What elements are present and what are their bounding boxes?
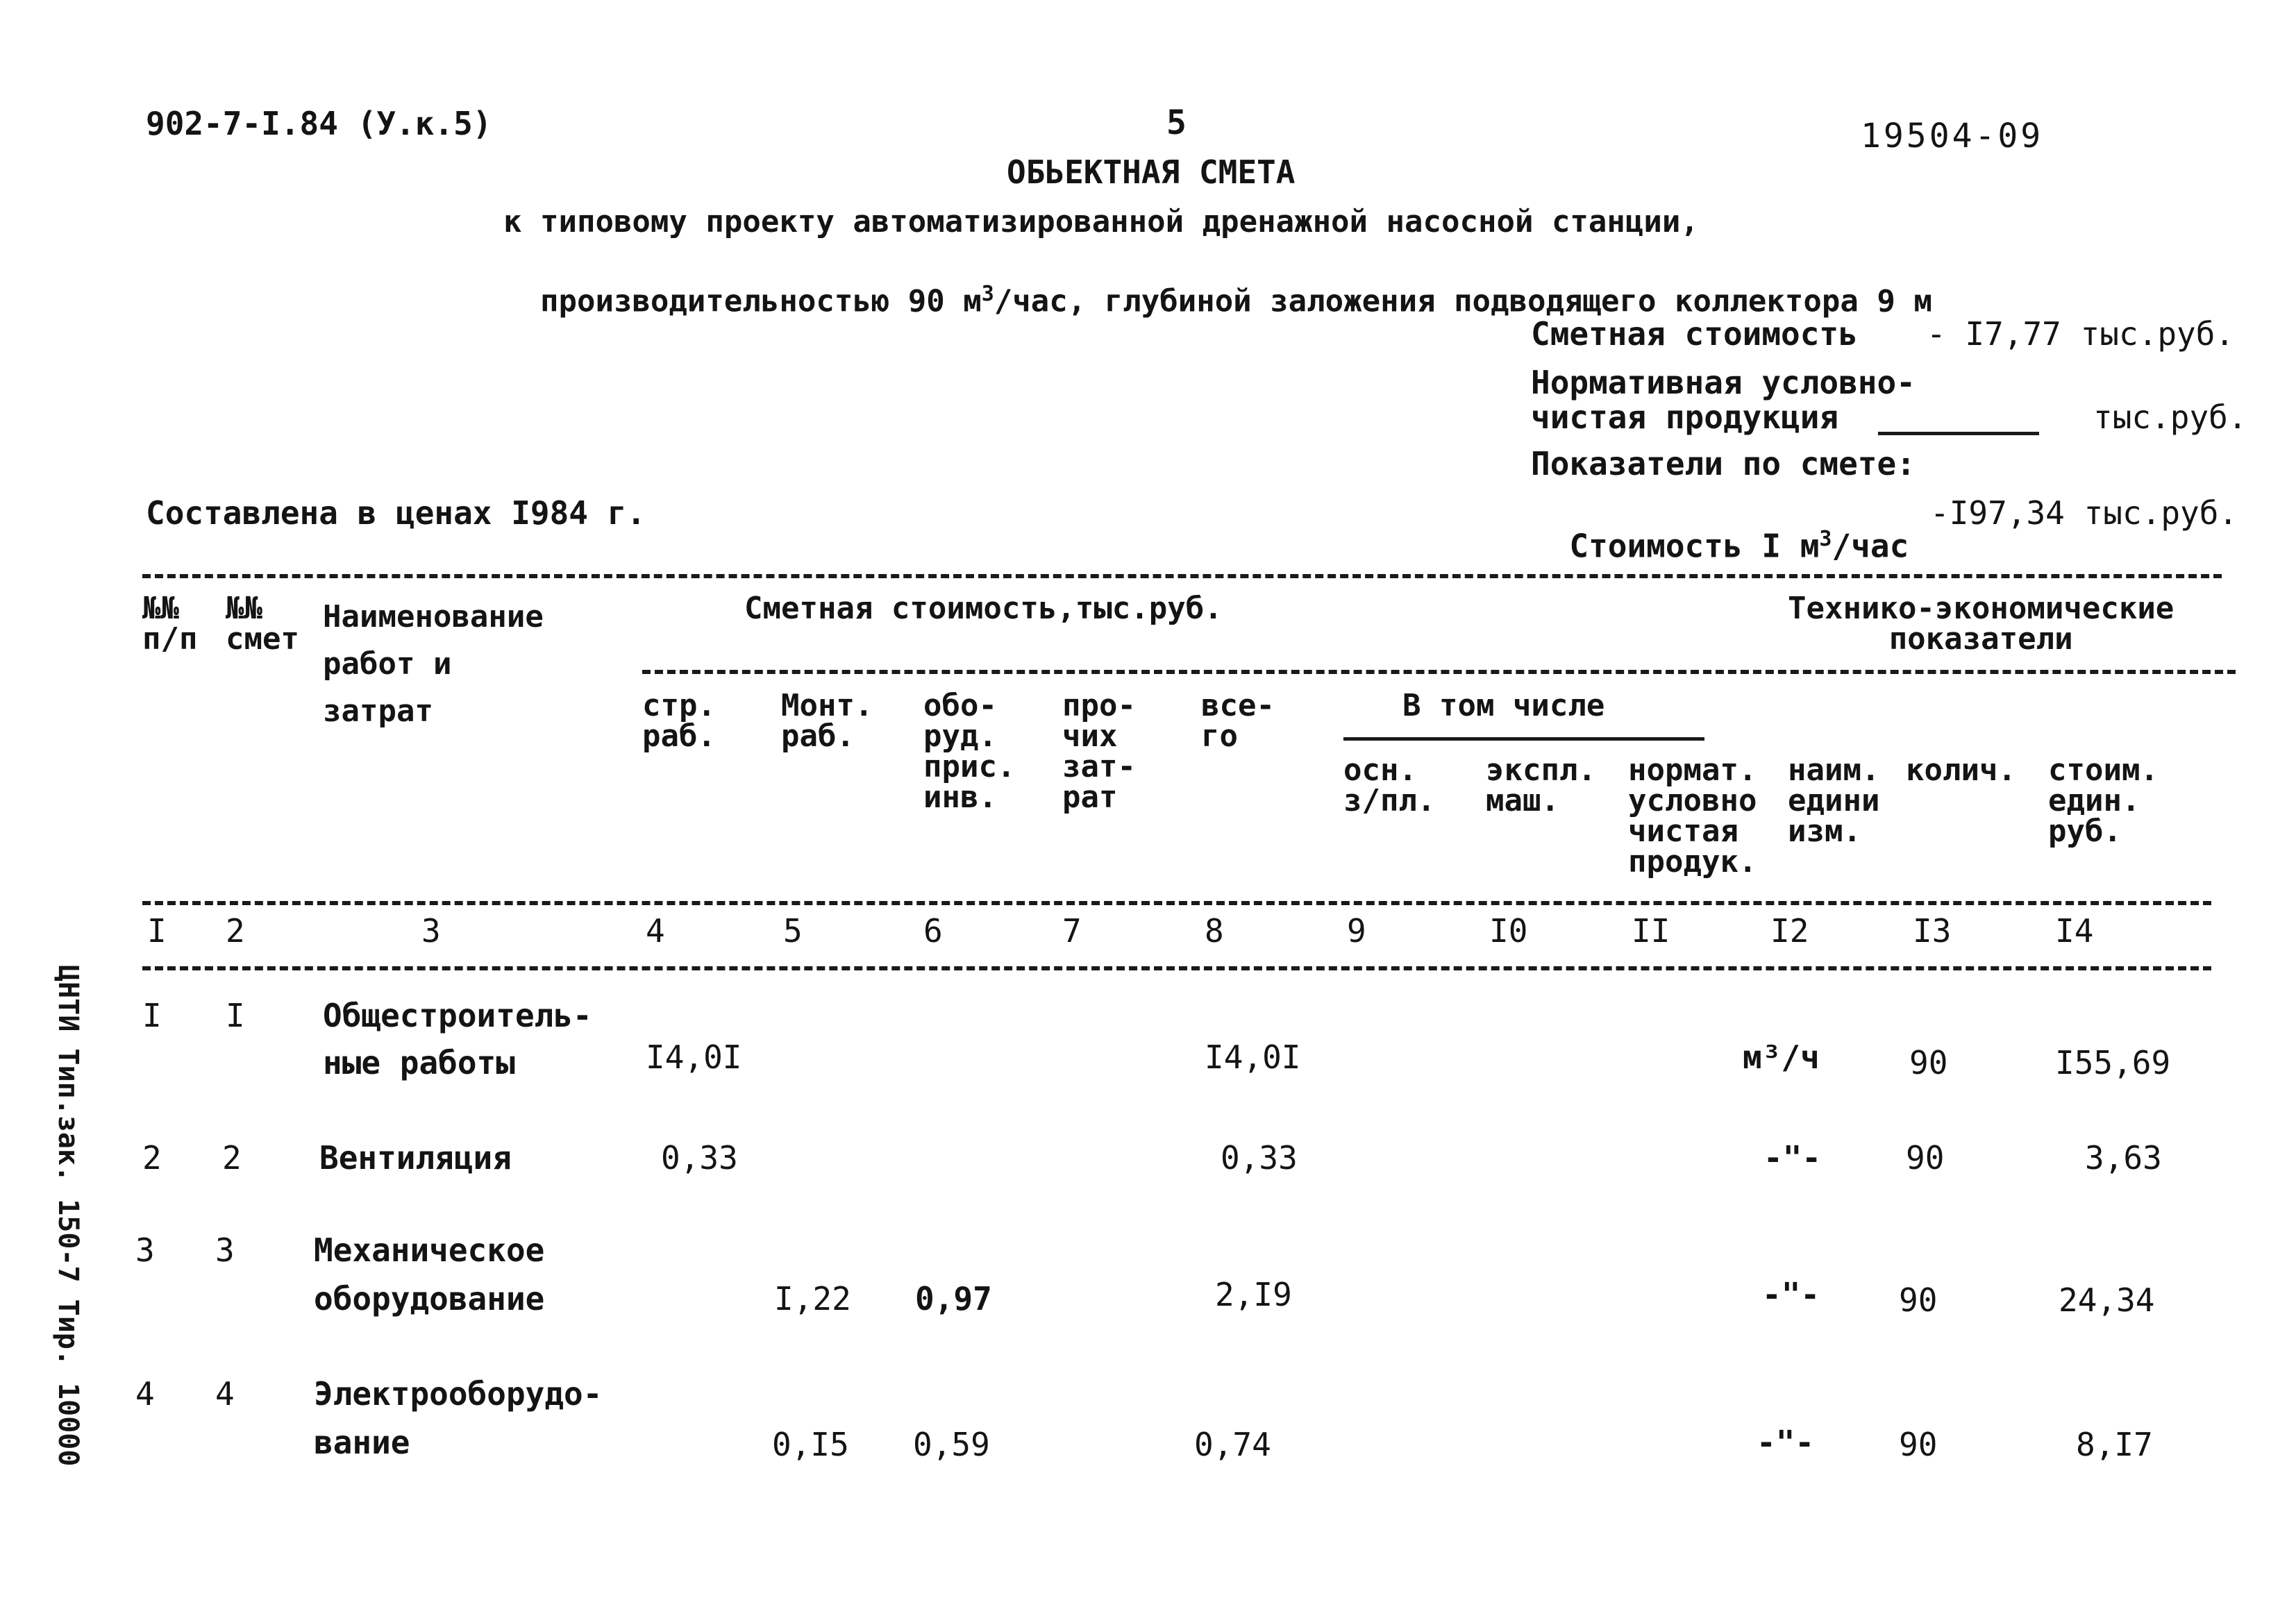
group-header-tech: Технико-экономические показатели <box>1788 591 2175 657</box>
installation-cost: I,22 <box>774 1280 851 1317</box>
group-header-cost: Сметная стоимость,тыс.руб. <box>744 591 1223 626</box>
col-number: 4 <box>646 912 665 950</box>
col-header-unit-cost: стоим. един. руб. <box>2048 752 2159 849</box>
col-header-construction: стр. раб. <box>642 688 716 754</box>
unit-cost: 24,34 <box>2059 1281 2155 1319</box>
unit-cost: 3,63 <box>2085 1139 2162 1177</box>
col-number: I <box>147 912 167 950</box>
measure-unit: -"- <box>1757 1424 1815 1461</box>
col-number: 9 <box>1347 912 1366 950</box>
installation-cost: 0,I5 <box>772 1426 849 1463</box>
cost-group-rule <box>642 670 2236 674</box>
work-name-line-2: вание <box>314 1424 410 1461</box>
normative-unit: тыс.руб. <box>2093 398 2247 436</box>
col-number: I3 <box>1913 912 1952 950</box>
construction-cost: 0,33 <box>661 1139 738 1177</box>
table-top-rule <box>142 574 2222 578</box>
row-number: 3 <box>135 1231 155 1269</box>
construction-cost: I4,0I <box>646 1038 742 1076</box>
unit-cost-value: -I97,34 тыс.руб. <box>1930 494 2238 532</box>
title-line-2-start: производительностью 90 м <box>539 283 982 319</box>
document-code: 902-7-I.84 (У.к.5) <box>146 105 492 142</box>
col-number: 7 <box>1062 912 1082 950</box>
title-line-2 <box>503 253 1932 317</box>
title-line-2-end: /час, глубиной заложения подводящего коллектора 9 м <box>994 283 1932 319</box>
measure-unit: м³/ч <box>1743 1038 1820 1076</box>
work-name-line-1: Общестроитель- <box>323 997 592 1034</box>
estimate-number: 3 <box>215 1231 235 1269</box>
unit-cost-superscript: 3 <box>1819 527 1832 551</box>
work-name-line-1: Электрооборудо- <box>314 1375 603 1413</box>
col-number: I4 <box>2055 912 2094 950</box>
total-cost: 2,I9 <box>1215 1276 1292 1313</box>
col-number: 6 <box>923 912 943 950</box>
quantity: 90 <box>1906 1139 1945 1177</box>
numbers-bottom-rule <box>142 966 2211 970</box>
unit-cost-label-start: Стоимость I м <box>1569 527 1820 565</box>
col-header-quantity: колич. <box>1906 752 2016 788</box>
col-number: 3 <box>421 912 441 950</box>
work-name-line-2: ные работы <box>323 1044 515 1081</box>
col-header-name: Наименование работ и затрат <box>323 599 544 730</box>
side-print-stamp: ЦНТИ Тип.зак. 150-7 Тир. 10000 <box>52 965 84 1467</box>
page-number: 5 <box>1166 103 1187 142</box>
row-number: 4 <box>135 1375 155 1413</box>
unit-cost: I55,69 <box>2055 1044 2171 1081</box>
equipment-cost: 0,97 <box>915 1280 992 1317</box>
group-header-including: В том числе <box>1402 688 1605 723</box>
row-number: 2 <box>142 1139 162 1177</box>
equipment-cost: 0,59 <box>913 1426 990 1463</box>
col-number: 8 <box>1205 912 1224 950</box>
estimated-cost-value: - I7,77 тыс.руб. <box>1927 315 2235 353</box>
col-number: I0 <box>1489 912 1528 950</box>
header-bottom-rule <box>142 901 2211 905</box>
archive-number: 19504-09 <box>1861 117 2044 155</box>
estimate-number: 4 <box>215 1375 235 1413</box>
col-header-estimate-no: №№ смет <box>226 591 299 657</box>
col-header-equipment: обо- руд. прис. инв. <box>923 688 1016 815</box>
estimate-number: I <box>226 997 245 1034</box>
total-cost: 0,33 <box>1221 1139 1298 1177</box>
col-header-row-no: №№ п/п <box>142 591 198 657</box>
quantity: 90 <box>1899 1426 1938 1463</box>
measure-unit: -"- <box>1763 1139 1822 1177</box>
total-cost: I4,0I <box>1205 1038 1301 1076</box>
measure-unit: -"- <box>1762 1276 1820 1313</box>
indicators-label: Показатели по смете: <box>1531 445 1916 482</box>
quantity: 90 <box>1899 1281 1938 1319</box>
unit-cost-label <box>1531 497 1909 565</box>
col-header-machines: экспл. маш. <box>1486 752 1596 818</box>
work-name-line-1: Вентиляция <box>319 1139 512 1177</box>
superscript-cubic: 3 <box>981 282 994 306</box>
unit-cost-label-end: /час <box>1832 527 1909 565</box>
col-header-base-salary: осн. з/пл. <box>1343 752 1436 818</box>
total-cost: 0,74 <box>1194 1426 1271 1463</box>
col-header-other: про- чих зат- рат <box>1062 688 1136 815</box>
quantity: 90 <box>1909 1044 1948 1081</box>
col-header-unit: наим. едини изм. <box>1788 752 1880 849</box>
col-header-normative: нормат. условно чистая продук. <box>1628 752 1757 879</box>
col-header-total: все- го <box>1201 688 1275 754</box>
normative-label-2: чистая продукция <box>1531 398 1839 436</box>
normative-label-1: Нормативная условно- <box>1531 364 1916 401</box>
incl-group-rule <box>1343 737 1704 741</box>
col-number: 2 <box>226 912 245 950</box>
row-number: I <box>142 997 162 1034</box>
col-number: I2 <box>1770 912 1809 950</box>
col-header-installation: Монт. раб. <box>781 688 873 754</box>
title-line-1: к типовому проекту автоматизированной дренажной насосной станции, <box>503 204 1699 239</box>
estimate-number: 2 <box>222 1139 242 1177</box>
normative-blank-line <box>1878 432 2039 435</box>
estimated-cost-label: Сметная стоимость <box>1531 315 1858 353</box>
work-name-line-2: оборудование <box>314 1280 545 1317</box>
work-name-line-1: Механическое <box>314 1231 545 1269</box>
col-number: 5 <box>783 912 803 950</box>
col-number: II <box>1632 912 1670 950</box>
unit-cost: 8,I7 <box>2076 1426 2153 1463</box>
document-title: ОБЬЕКТНАЯ СМЕТА <box>1007 153 1296 191</box>
prices-note: Составлена в ценах I984 г. <box>146 494 646 532</box>
